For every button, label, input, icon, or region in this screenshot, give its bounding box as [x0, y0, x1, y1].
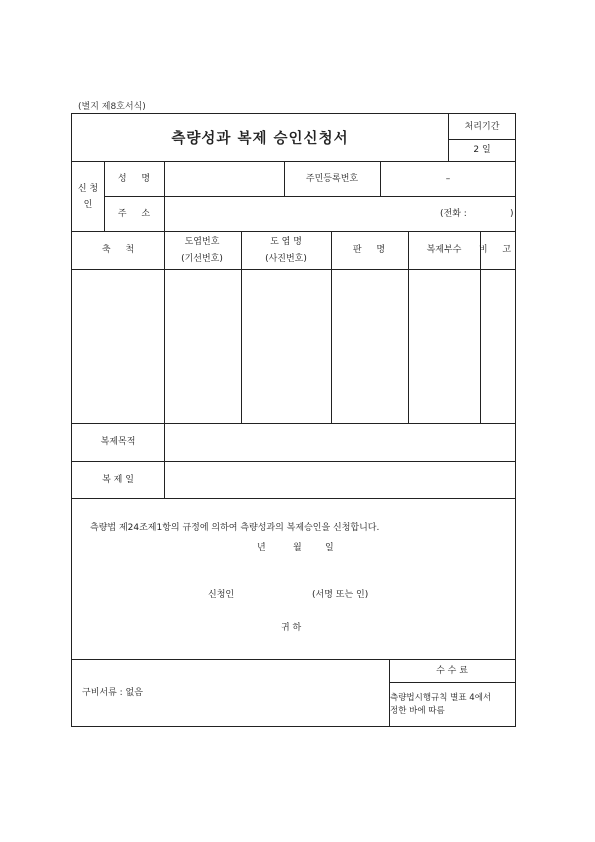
divider	[448, 139, 515, 140]
applicant-section-label: 인	[83, 200, 93, 210]
applicant-section-label: 신 청	[77, 184, 99, 194]
address-label: 주 소	[117, 209, 157, 219]
processing-period-label: 처리기간	[464, 122, 500, 132]
divider	[72, 423, 515, 424]
date-month: 월	[293, 543, 302, 553]
application-form	[71, 113, 516, 727]
col-remarks-header: 비 고	[478, 245, 518, 255]
divider	[389, 682, 515, 683]
date-year: 년	[257, 543, 266, 553]
fee-description: 측량법시행규칙 별표 4에서	[390, 693, 492, 703]
col-edition-header: 판 명	[352, 245, 392, 255]
divider	[104, 161, 105, 231]
divider	[72, 498, 515, 499]
resident-number-label: 주민등록번호	[305, 174, 359, 184]
addressee: 귀 하	[281, 623, 302, 633]
col-map-name-header: 도 엽 명	[270, 237, 302, 247]
copy-date-label: 복 제 일	[102, 475, 134, 485]
divider	[72, 231, 515, 232]
divider	[164, 161, 165, 231]
resident-number-dash: –	[445, 174, 451, 184]
fee-label: 수 수 료	[436, 666, 468, 676]
divider	[104, 196, 515, 197]
divider	[284, 161, 285, 196]
col-copies-header: 복제부수	[426, 245, 462, 255]
divider	[164, 423, 165, 498]
date-day: 일	[325, 543, 334, 553]
divider	[72, 269, 515, 270]
required-documents: 구비서류 : 없음	[82, 688, 143, 698]
phone-close: )	[510, 209, 514, 219]
phone-label: (전화 :	[440, 209, 467, 219]
applicant-signature-label: 신청인	[208, 590, 235, 600]
divider	[72, 659, 515, 660]
divider	[408, 231, 409, 423]
divider	[448, 114, 449, 161]
fee-description: 정한 바에 따름	[390, 706, 445, 716]
divider	[241, 231, 242, 423]
divider	[480, 231, 481, 423]
processing-period-value: 2 일	[473, 145, 491, 155]
signature-or-seal: (서명 또는 인)	[312, 590, 369, 600]
form-title: 측량성과 복제 승인신청서	[171, 131, 349, 147]
copy-purpose-label: 복제목적	[100, 437, 136, 447]
col-scale-header: 축 척	[101, 245, 141, 255]
form-number: (별지 제8호서식)	[78, 102, 146, 112]
name-label: 성 명	[117, 174, 157, 184]
divider	[72, 461, 515, 462]
divider	[164, 231, 165, 423]
col-map-number-sub: (기선번호)	[181, 254, 223, 264]
divider	[331, 231, 332, 423]
divider	[380, 161, 381, 196]
declaration-statement: 측량법 제24조제1항의 규정에 의하여 측량성과의 복제승인을 신청합니다.	[90, 523, 380, 533]
col-map-number-header: 도엽번호	[184, 237, 220, 247]
col-map-name-sub: (사진번호)	[265, 254, 307, 264]
divider	[72, 161, 515, 162]
